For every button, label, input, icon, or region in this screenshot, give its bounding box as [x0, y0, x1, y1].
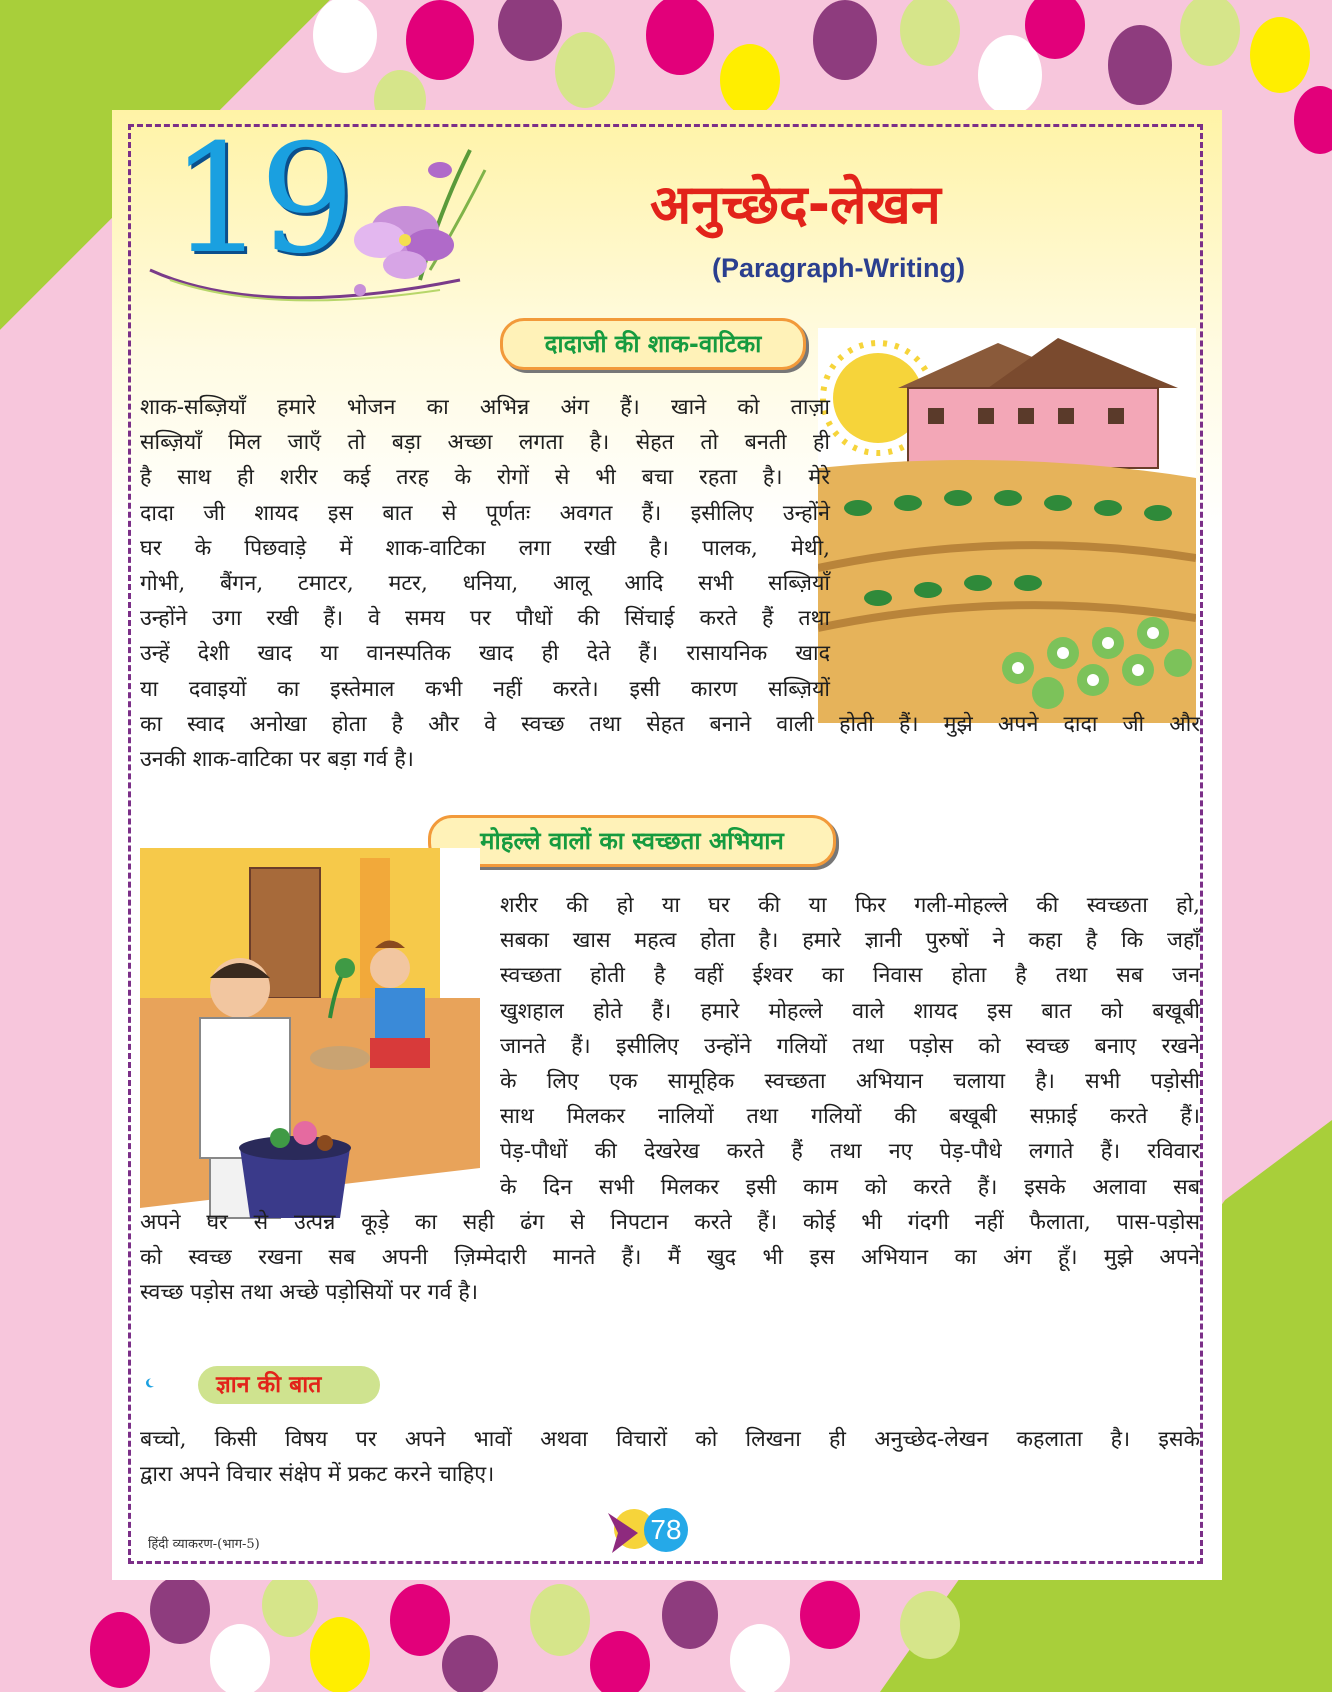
paragraph-line: के लिए एक सामूहिक स्वच्छता अभियान चलाया है। सभी पड़ोसी	[500, 1068, 1200, 1094]
paragraph-line: जानते हैं। इसीलिए उन्होंने गलियों तथा पड़ोस को स्वच्छ बनाए रखने	[500, 1033, 1200, 1059]
paragraph-line: का स्वाद अनोखा होता है और वे स्वच्छ तथा सेहत बनाने वाली होती हैं। मुझे अपने दादा जी और	[140, 711, 1200, 737]
paragraph-line: शाक-सब्ज़ियाँ हमारे भोजन का अभिन्न अंग हैं। खाने को ताज़ा	[140, 395, 830, 420]
paragraph-line: शरीर की हो या घर की या फिर गली-मोहल्ले की स्वच्छता हो,	[500, 893, 1200, 918]
paragraph-line: उनकी शाक-वाटिका पर बड़ा गर्व है।	[140, 746, 414, 772]
section2-paragraph	[140, 888, 1200, 1310]
paragraph-line: उन्होंने उगा रखी हैं। वे समय पर पौधों की सिंचाई करते हैं तथा	[140, 606, 830, 632]
paragraph-line: को स्वच्छ रखना सब अपनी ज़िम्मेदारी मानते हैं। मैं खुद भी इस अभियान का अंग हूँ। मुझे अपने	[140, 1244, 1200, 1270]
paragraph-line: घर के पिछवाड़े में शाक-वाटिका लगा रखी है। पालक, मेथी,	[140, 535, 830, 561]
page-number: 78	[644, 1508, 688, 1552]
paragraph-line: खुशहाल होते हैं। हमारे मोहल्ले वाले शायद इस बात को बखूबी	[500, 998, 1200, 1024]
paragraph-line: सब्ज़ियाँ मिल जाएँ तो बड़ा अच्छा लगता है। सेहत तो बनती ही	[140, 430, 830, 456]
paragraph-line: के दिन सभी मिलकर इसी काम को करते हैं। इसके अलावा सब	[500, 1174, 1200, 1200]
section1-heading: दादाजी की शाक-वाटिका	[500, 318, 806, 370]
gyan-paragraph	[140, 1422, 1200, 1492]
paragraph-line: स्वच्छ पड़ोस तथा अच्छे पड़ोसियों पर गर्व है।	[140, 1280, 478, 1306]
paragraph-line: द्वारा अपने विचार संक्षेप में प्रकट करने चाहिए।	[140, 1462, 495, 1488]
paragraph-line: स्वच्छता होती है वहीं ईश्वर का निवास होता है तथा सब जन	[500, 963, 1200, 989]
chapter-title: अनुच्छेद-लेखन	[650, 173, 941, 236]
chapter-subtitle: (Paragraph-Writing)	[712, 253, 966, 283]
crescent-icon	[143, 1362, 203, 1404]
paragraph-line: दादा जी शायद इस बात से पूर्णतः अवगत हैं। इसीलिए उन्होंने	[140, 500, 830, 526]
paragraph-line: साथ मिलकर नालियों तथा गलियों की बखूबी सफ़ाई करते हैं।	[500, 1104, 1200, 1130]
paragraph-line: गोभी, बैंगन, टमाटर, मटर, धनिया, आलू आदि सभी सब्ज़ियाँ	[140, 570, 830, 596]
paragraph-line: अपने घर से उत्पन्न कूड़े का सही ढंग से निपटान करते हैं। कोई भी गंदगी नहीं फैलाता, पास-पड़ोस	[140, 1209, 1200, 1235]
paragraph-line: पेड़-पौधों की देखरेख करते हैं तथा नए पेड़-पौधे लगाते हैं। रविवार	[500, 1139, 1200, 1165]
section1-paragraph	[140, 390, 1200, 777]
paragraph-line: या दवाइयों का इस्तेमाल कभी नहीं करते। इसी कारण सब्ज़ियों	[140, 676, 830, 702]
paragraph-line: बच्चो, किसी विषय पर अपने भावों अथवा विचारों को लिखना ही अनुच्छेद-लेखन कहलाता है। इसके	[140, 1427, 1200, 1452]
section2-heading: मोहल्ले वालों का स्वच्छता अभियान	[428, 815, 836, 867]
book-title: हिंदी व्याकरण-(भाग-5)	[148, 1537, 260, 1552]
paragraph-line: सबका खास महत्व होता है। हमारे ज्ञानी पुरुषों ने कहा है कि जहाँ	[500, 928, 1200, 954]
paragraph-line: उन्हें देशी खाद या वानस्पतिक खाद ही देते हैं। रासायनिक खाद	[140, 641, 830, 667]
gyan-label: ज्ञान की बात	[198, 1366, 380, 1404]
paragraph-line: है साथ ही शरीर कई तरह के रोगों से भी बचा रहता है। मेरे	[140, 465, 830, 491]
chapter-number: 19	[170, 113, 349, 287]
